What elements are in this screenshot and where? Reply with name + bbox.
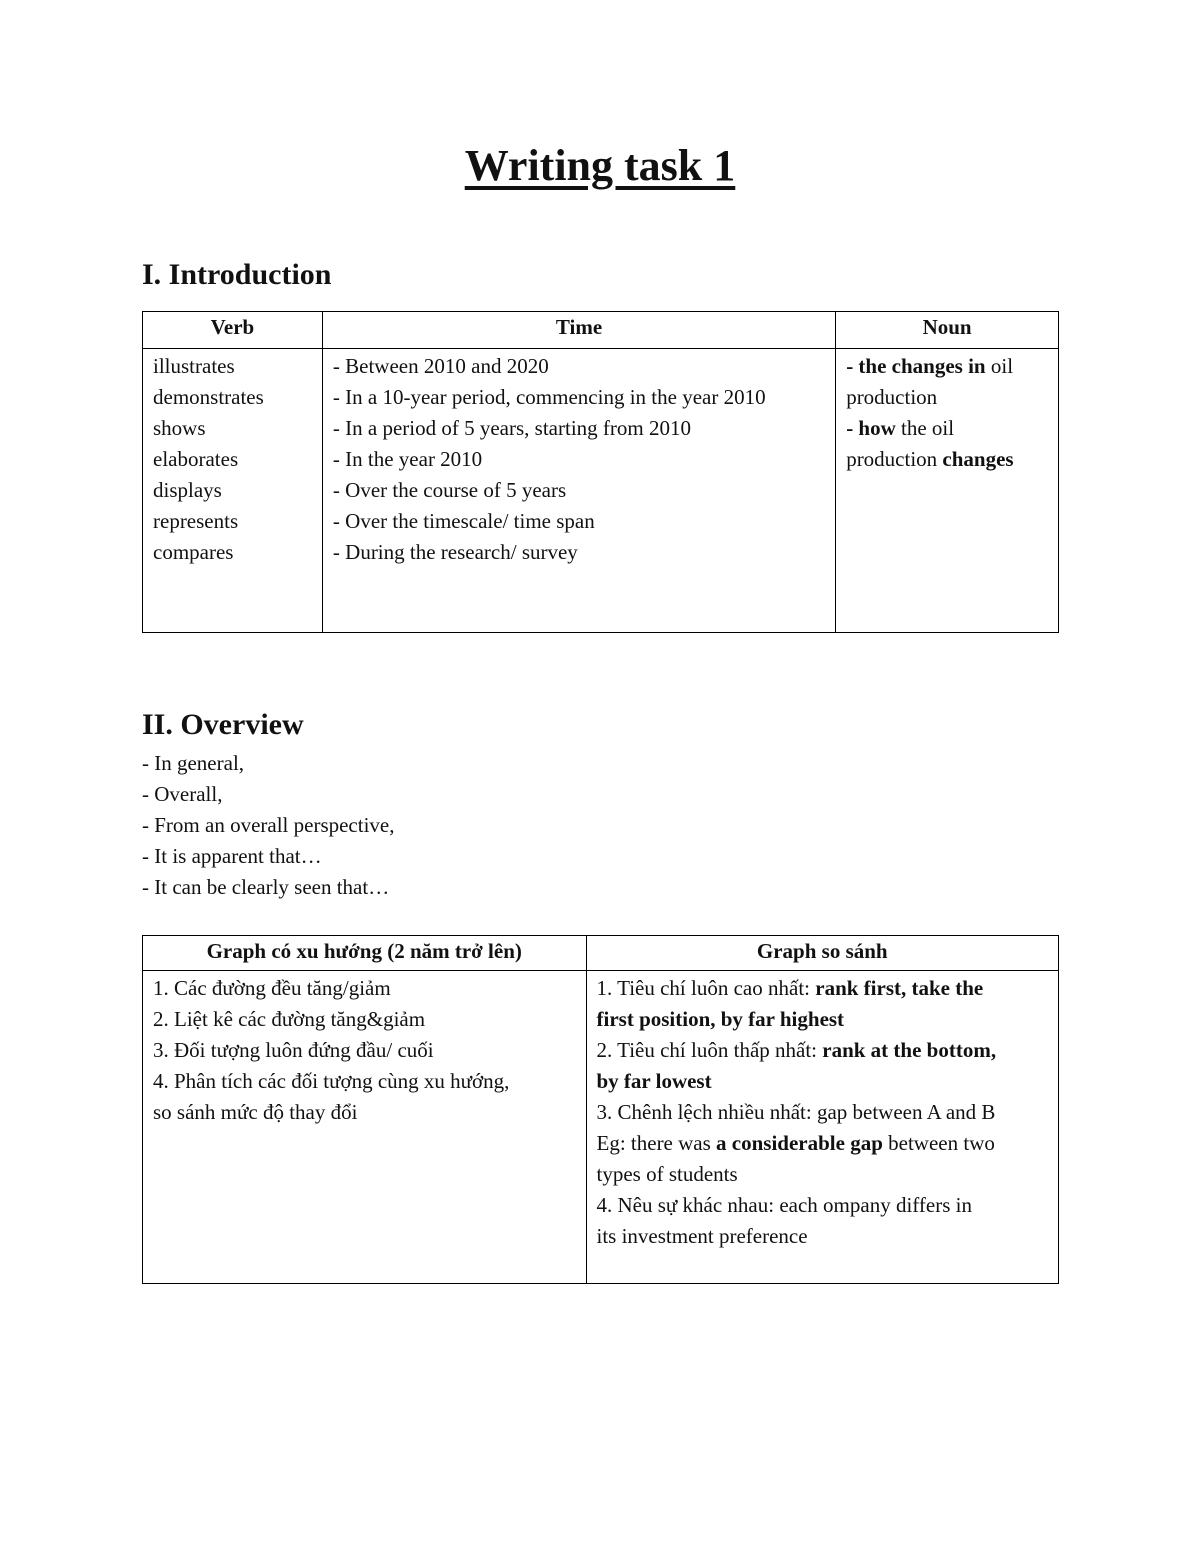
page-title: Writing task 1 (464, 141, 736, 190)
comparison-item (597, 1128, 1049, 1159)
time-item: - Between 2010 and 2020 (332, 354, 549, 378)
comparison-bold: first position, by far highest (596, 1007, 845, 1031)
trend-item: 2. Liệt kê các đường tăng&giảm (153, 1007, 426, 1031)
introduction-table (142, 311, 1059, 633)
time-item: - In the year 2010 (332, 447, 483, 471)
noun-item (846, 413, 1048, 444)
trend-graph-header: Graph có xu hướng (2 năm trở lên) (143, 936, 587, 971)
comparison-item: types of students (596, 1162, 738, 1186)
comparison-text: between two (882, 1131, 995, 1155)
noun-bold: changes (942, 447, 1014, 471)
comparison-text: 2. Tiêu chí luôn thấp nhất: (596, 1038, 823, 1062)
table-row (143, 971, 1059, 1284)
comparison-item (597, 973, 1049, 1004)
noun-item (846, 351, 1048, 382)
noun-cell (836, 349, 1059, 633)
graph-type-table (142, 935, 1059, 1284)
overview-heading: II. Overview (142, 708, 304, 741)
verb-column-header: Verb (143, 312, 323, 349)
time-item: - Over the course of 5 years (332, 478, 567, 502)
comparison-graph-header: Graph so sánh (586, 936, 1059, 971)
overview-phrase: - It is apparent that… (142, 844, 322, 868)
comparison-cell (586, 971, 1059, 1284)
verb-item: illustrates (153, 354, 235, 378)
verb-item: displays (153, 478, 222, 502)
introduction-heading: I. Introduction (142, 258, 332, 291)
overview-phrase-list (142, 748, 395, 903)
table-header-row (143, 936, 1059, 971)
noun-bold: - the changes in (846, 354, 986, 378)
comparison-item (597, 1066, 1049, 1097)
time-item: - Over the timescale/ time span (332, 509, 595, 533)
time-column-header: Time (322, 312, 835, 349)
overview-phrase: - In general, (142, 751, 245, 775)
noun-item (846, 444, 1048, 475)
trend-item: so sánh mức độ thay đổi (153, 1100, 358, 1124)
comparison-item: 4. Nêu sự khác nhau: each ompany differs in (596, 1193, 972, 1217)
comparison-item (597, 1004, 1049, 1035)
time-item: - In a period of 5 years, starting from 2010 (332, 416, 691, 440)
comparison-item: 3. Chênh lệch nhiều nhất: gap between A and B (596, 1100, 996, 1124)
overview-phrase: - Overall, (142, 782, 223, 806)
verb-item: represents (153, 509, 239, 533)
overview-phrase: - It can be clearly seen that… (142, 875, 390, 899)
comparison-bold: rank first, take the (815, 976, 984, 1000)
noun-bold: - how (846, 416, 896, 440)
comparison-bold: by far lowest (596, 1069, 712, 1093)
verb-item: compares (153, 540, 234, 564)
verb-item: demonstrates (153, 385, 264, 409)
comparison-item (597, 1035, 1049, 1066)
table-header-row (143, 312, 1059, 349)
noun-item: production (846, 385, 938, 409)
overview-phrase: - From an overall perspective, (142, 813, 395, 837)
time-cell (322, 349, 835, 633)
verb-cell (143, 349, 323, 633)
comparison-bold: a considerable gap (716, 1131, 883, 1155)
table-row (143, 349, 1059, 633)
time-item: - In a 10-year period, commencing in the year 2010 (332, 385, 766, 409)
noun-text: production (846, 447, 943, 471)
trend-item: 4. Phân tích các đối tượng cùng xu hướng, (153, 1069, 510, 1093)
comparison-item: its investment preference (596, 1224, 808, 1248)
verb-item: elaborates (153, 447, 239, 471)
comparison-text: 1. Tiêu chí luôn cao nhất: (596, 976, 816, 1000)
trend-cell (143, 971, 587, 1284)
noun-column-header: Noun (836, 312, 1059, 349)
time-item: - During the research/ survey (332, 540, 578, 564)
trend-item: 3. Đối tượng luôn đứng đầu/ cuối (153, 1038, 434, 1062)
comparison-bold: rank at the bottom, (822, 1038, 997, 1062)
trend-item: 1. Các đường đều tăng/giảm (153, 976, 391, 1000)
noun-text: oil (985, 354, 1014, 378)
noun-text: the oil (895, 416, 955, 440)
verb-item: shows (153, 416, 206, 440)
comparison-text: Eg: there was (596, 1131, 717, 1155)
